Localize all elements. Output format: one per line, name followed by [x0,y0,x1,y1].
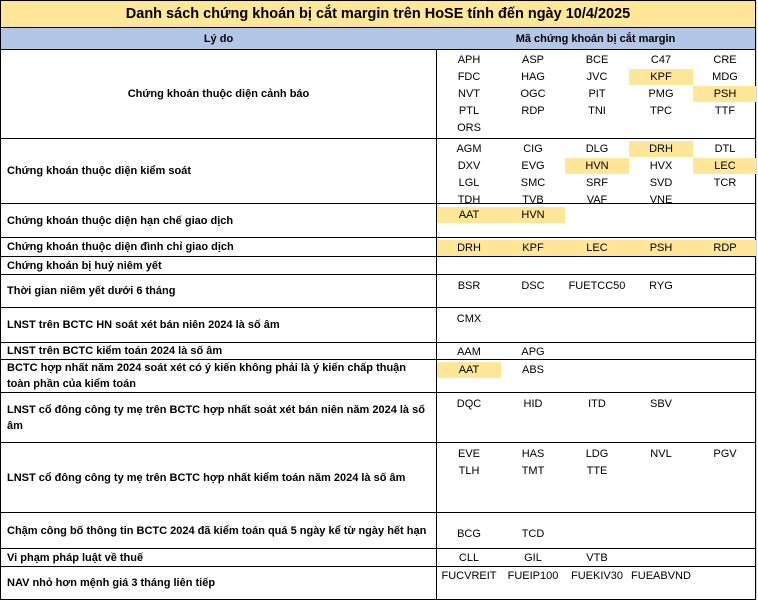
table-row [0,513,756,549]
stock-code: TCR [713,177,737,189]
stock-code: NVT [458,88,480,100]
stock-code: OGC [520,88,546,100]
stock-code: PMG [648,88,674,100]
codes-cell [437,513,755,548]
stock-code: ITD [588,398,606,410]
table-row [0,50,756,139]
table-row [0,443,756,513]
codes-cell [437,139,755,206]
table-row [0,257,756,275]
stock-code: VTB [586,552,608,564]
stock-code: AGM [456,143,482,155]
stock-code: SMC [520,177,546,189]
codes-column-header: Mã chứng khoán bị cắt margin [436,28,756,50]
codes-cell [437,549,755,566]
stock-code: PIT [588,88,606,100]
stock-code: LDG [585,448,609,460]
codes-cell [437,204,755,237]
stock-code: PSH [629,240,693,256]
stock-code: HVX [649,160,673,172]
stock-code: HVN [565,158,629,174]
stock-code: DTL [714,143,736,155]
codes-cell [437,308,755,342]
stock-code: VNE [649,194,673,206]
stock-code: SBV [649,398,672,410]
stock-code: RDP [693,240,757,256]
stock-code: JVC [586,71,608,83]
stock-code: TTF [714,105,736,117]
stock-code: DLG [585,143,609,155]
stock-code: SRF [586,177,608,189]
stock-code: BSR [457,280,481,292]
reason-cell: Chứng khoán thuộc diện hạn chế giao dịch [1,204,437,237]
table-row [0,308,756,343]
stock-code: TLH [458,465,480,477]
stock-code: RYG [649,280,673,292]
reason-cell: NAV nhỏ hơn mệnh giá 3 tháng liên tiếp [1,567,437,599]
stock-code: ABS [521,364,544,376]
stock-code: HAG [521,71,545,83]
table-row [0,567,756,600]
reason-cell: LNST trên BCTC HN soát xét bán niên 2024 là số âm [1,308,437,342]
reason-cell: BCTC hợp nhất năm 2024 soát xét có ý kiến không phải là ý kiến chấp thuận toàn phần của kiểm toán [1,360,437,392]
stock-code: ASP [521,54,544,66]
stock-code: BCE [585,54,609,66]
stock-code: HVN [501,207,565,223]
stock-code: MDG [712,71,738,83]
table-row [0,204,756,238]
codes-cell [437,50,755,138]
stock-code: KPF [629,69,693,85]
codes-cell [437,567,755,599]
stock-code: DQC [456,398,482,410]
stock-code: HID [523,398,543,410]
stock-code: EVE [457,448,480,460]
reason-cell: Thời gian niêm yết dưới 6 tháng [1,275,437,307]
reason-cell: LNST trên BCTC kiểm toán 2024 là số âm [1,343,437,359]
stock-code: EVG [521,160,545,172]
stock-code: CMX [456,313,482,325]
table-row [0,139,756,204]
reason-cell: Chứng khoán thuộc diện kiểm soát [1,139,437,203]
stock-code: CIG [523,143,543,155]
stock-code: LEC [693,158,757,174]
stock-code: PTL [458,105,480,117]
codes-cell [437,275,755,307]
stock-code: AAM [457,346,481,358]
reason-cell: LNST cổ đông công ty mẹ trên BCTC hợp nhất soát xét bán niên năm 2024 là số âm [1,393,437,442]
stock-code: FDC [457,71,481,83]
stock-code: FUETCC50 [568,280,626,292]
reason-cell: Chứng khoán bị huỷ niêm yết [1,257,437,274]
stock-code: TMT [521,465,545,477]
stock-code: ORS [457,122,481,134]
stock-code: PSH [693,86,757,102]
stock-code: VAF [586,194,608,206]
table-row [0,343,756,360]
stock-code: LGL [458,177,480,189]
stock-code: FUCVREIT [441,570,497,582]
stock-code: APG [521,346,545,358]
stock-code: GIL [524,552,542,564]
stock-code: TTE [586,465,608,477]
codes-cell [437,443,755,512]
stock-code: KPF [501,240,565,256]
sheet-title: Danh sách chứng khoán bị cắt margin trên HoSE tính đến ngày 10/4/2025 [0,0,756,28]
reason-cell: LNST cổ đông công ty mẹ trên BCTC hợp nhất kiểm toán năm 2024 là số âm [1,443,437,512]
stock-code: TVB [522,194,544,206]
stock-code: DRH [437,240,501,256]
stock-code: FUEIP100 [507,570,559,582]
stock-code: DXV [457,160,481,172]
reason-cell: Chứng khoán thuộc diện cảnh báo [1,50,437,138]
stock-code: TDH [457,194,481,206]
stock-code: APH [457,54,481,66]
codes-cell [437,343,755,359]
stock-code: CRE [713,54,737,66]
codes-cell [437,393,755,442]
reason-cell: Chậm công bố thông tin BCTC 2024 đã kiểm toán quá 5 ngày kể từ ngày hết hạn [1,513,437,548]
stock-code: LEC [565,240,629,256]
stock-code: HAS [521,448,545,460]
stock-code: TNI [588,105,606,117]
stock-code: AAT [437,207,501,223]
codes-cell [437,238,755,256]
reason-cell: Chứng khoán thuộc diện đình chỉ giao dịch [1,238,437,256]
stock-code: DSC [521,280,545,292]
table-row [0,360,756,393]
stock-code: FUEKIV30 [571,570,623,582]
stock-code: DRH [629,141,693,157]
table-row [0,275,756,308]
stock-code: BCG [457,528,481,540]
stock-code: FUEABVND [631,570,691,582]
stock-code: RDP [521,105,545,117]
table-row [0,549,756,567]
stock-code: C47 [650,54,672,66]
stock-code: SVD [649,177,673,189]
stock-code: CLL [458,552,480,564]
table-row [0,393,756,443]
stock-code: TCD [521,528,545,540]
stock-code: AAT [437,362,501,378]
reason-cell: Vi phạm pháp luật về thuế [1,549,437,566]
codes-cell [437,360,755,392]
reason-column-header: Lý do [0,28,437,50]
codes-cell [437,257,755,274]
stock-code: NVL [650,448,672,460]
stock-code: TPC [650,105,672,117]
stock-code: PGV [713,448,737,460]
table-row [0,238,756,257]
